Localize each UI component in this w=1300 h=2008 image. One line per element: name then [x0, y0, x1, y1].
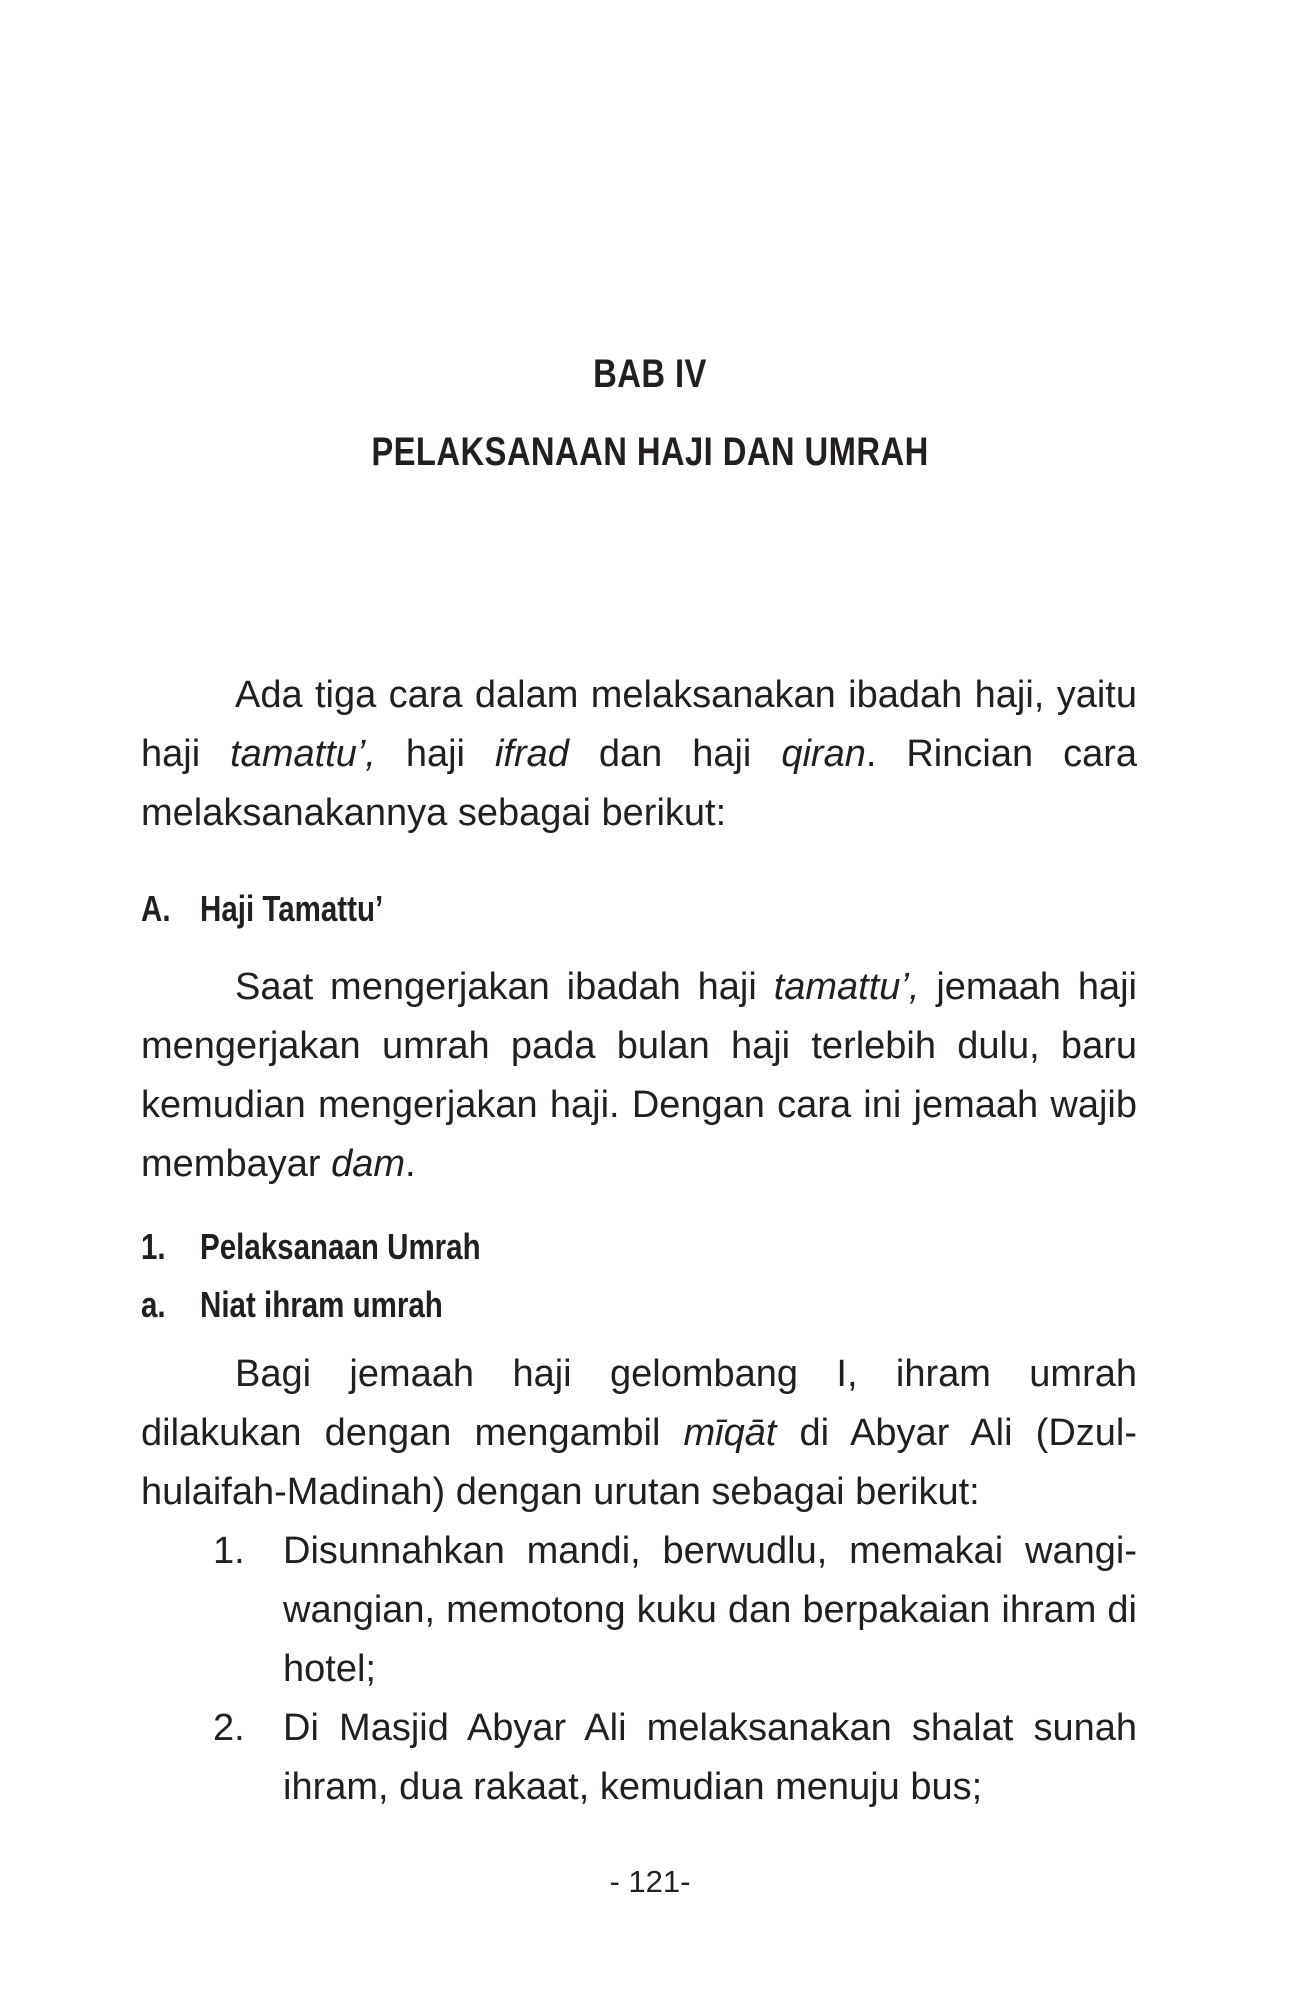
list-item-number: 2.: [213, 1707, 245, 1749]
list-item-number: 1.: [213, 1530, 245, 1572]
chapter-number: BAB IV: [593, 352, 707, 396]
term-tamattu: tamattu’,: [773, 966, 920, 1008]
chapter-title: PELAKSANAAN HAJI DAN UMRAH: [371, 430, 929, 474]
section-a-text-2: jemaah haji mengerjakan umrah pada bulan haji terlebih dulu, baru kemudian mengerjakan haji. Dengan cara ini jemaah wajib membayar: [141, 966, 1137, 1185]
term-qiran: qiran: [781, 733, 866, 775]
section-heading-a: [141, 888, 383, 930]
subsection-a-paragraph: [141, 1345, 1137, 1522]
list-item-text: Di Masjid Abyar Ali melaksanakan shalat sunah ihram, dua rakaat, kemudian menuju bus;: [283, 1707, 1137, 1808]
section-a-paragraph: [141, 958, 1137, 1194]
subsection-a-text-2: di Abyar Ali (Dzul-hulaifah-Madinah) dengan urutan sebagai berikut:: [141, 1412, 1137, 1513]
subsection-heading-1: [141, 1226, 481, 1268]
term-miqat: mīqāt: [683, 1412, 777, 1454]
steps-list: [141, 1522, 1137, 1817]
section-title: Haji Tamattu’: [200, 888, 384, 929]
term-dam: dam: [331, 1143, 405, 1185]
intro-text-2: haji: [375, 733, 495, 775]
section-marker: A.: [141, 888, 171, 929]
intro-text-4: . Rincian cara melaksanakannya sebagai berikut:: [141, 733, 1137, 834]
subsection-heading-a: [141, 1284, 443, 1326]
subsection-title: Niat ihram umrah: [200, 1284, 443, 1325]
subsection-title: Pelaksanaan Umrah: [200, 1226, 481, 1267]
intro-text-3: dan haji: [568, 733, 782, 775]
list-item: [141, 1699, 1137, 1817]
subsection-marker: a.: [141, 1284, 166, 1325]
list-item: [141, 1522, 1137, 1699]
term-tamattu: tamattu’,: [230, 733, 376, 775]
section-a-paragraph-block: [141, 958, 1137, 1194]
term-ifrad: ifrad: [494, 733, 569, 775]
intro-paragraph-block: [141, 666, 1137, 843]
intro-paragraph: [141, 666, 1137, 843]
page-number: - 121-: [609, 1864, 691, 1899]
intro-text-1: Ada tiga cara dalam melaksanakan ibadah haji, yaitu haji: [141, 674, 1137, 775]
subsection-a-paragraph-block: [141, 1345, 1137, 1522]
list-item-text: Disunnahkan mandi, berwudlu, memakai wangi-wangian, memotong kuku dan berpakaian ihram di hotel;: [283, 1530, 1137, 1690]
subsection-marker: 1.: [141, 1226, 166, 1267]
section-a-text-1: Saat mengerjakan ibadah haji: [235, 966, 774, 1008]
subsection-a-text-1: Bagi jemaah haji gelombang I, ihram umrah dilakukan dengan mengambil: [141, 1353, 1137, 1454]
section-a-text-3: .: [404, 1143, 416, 1185]
